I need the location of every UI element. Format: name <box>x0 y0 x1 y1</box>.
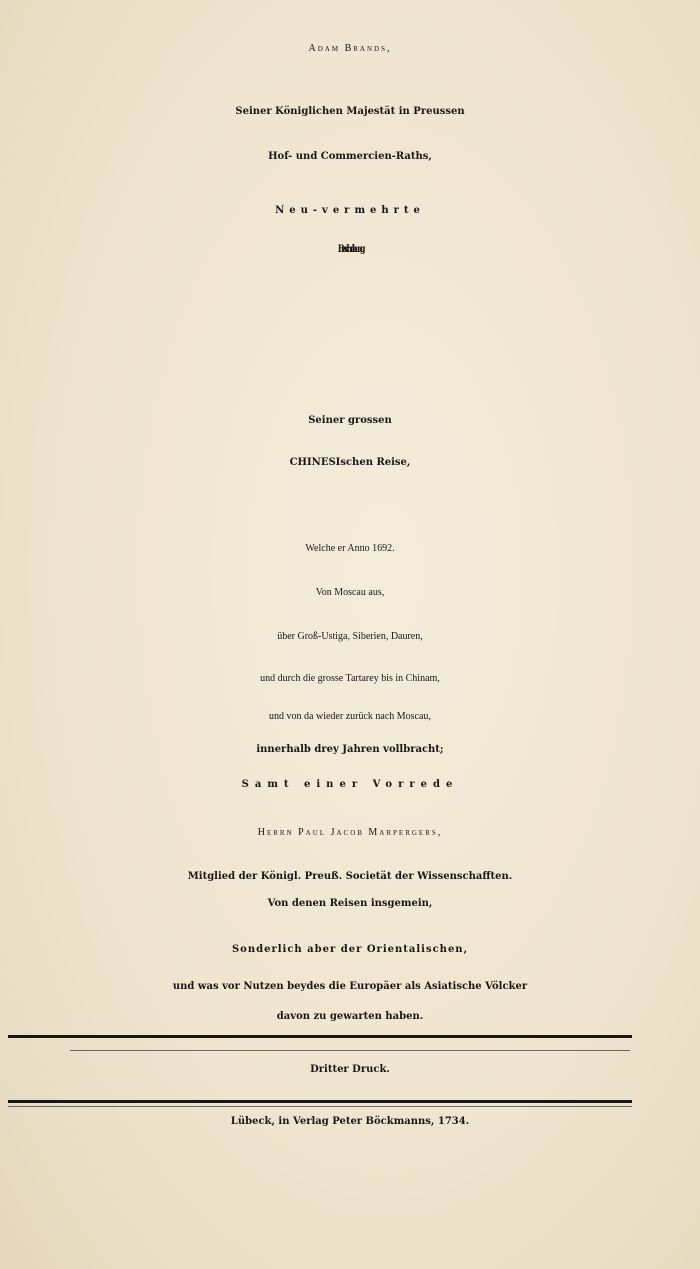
preface-author: Herrn Paul Jacob Marpergers, <box>257 827 443 838</box>
year-line: Welche er Anno 1692. <box>305 543 395 554</box>
route-line-2: und durch die grosse Tartarey bis in Chinam, <box>260 673 440 684</box>
preface-author-title: Mitglied der Königl. Preuß. Societät der Wissenschafften. <box>187 871 513 882</box>
author-title-line-1: Seiner Königlichen Majestät in Preussen <box>235 106 465 117</box>
benefit-line: und was vor Nutzen beydes die Europäer als Asiatische Völcker <box>172 981 528 992</box>
subtitle-line-2: CHINESIschen Reise, <box>289 457 411 468</box>
route-line-3: und von da wieder zurück nach Moscau, <box>269 711 431 722</box>
benefit-line-2: davon zu gewarten haben. <box>276 1011 424 1022</box>
author-title-line-2: Hof- und Commercien-Raths, <box>268 151 432 162</box>
main-title: Beschreibung <box>337 244 363 255</box>
edition-line: Dritter Druck. <box>310 1064 390 1075</box>
route-line-1: über Groß-Ustiga, Siberien, Dauren, <box>277 631 423 642</box>
divider-rule-top <box>8 1035 632 1038</box>
orient-line: Sonderlich aber der Orientalischen, <box>231 944 469 955</box>
subtitle-line-1: Seiner grossen <box>308 415 392 426</box>
divider-rule-bottom <box>8 1100 632 1103</box>
author-name: Adam Brands, <box>308 43 392 54</box>
divider-rule-bottom-thin <box>8 1106 632 1107</box>
from-line: Von Moscau aus, <box>315 587 385 598</box>
divider-rule-top-thin <box>70 1050 630 1051</box>
pre-title: Neu-vermehrte <box>275 205 425 216</box>
travel-line: Von denen Reisen insgemein, <box>267 898 433 909</box>
imprint-line: Lübeck, in Verlag Peter Böckmanns, 1734. <box>230 1116 470 1127</box>
preface-line: Samt einer Vorrede <box>241 779 459 790</box>
duration-line: innerhalb drey Jahren vollbracht; <box>256 744 444 755</box>
